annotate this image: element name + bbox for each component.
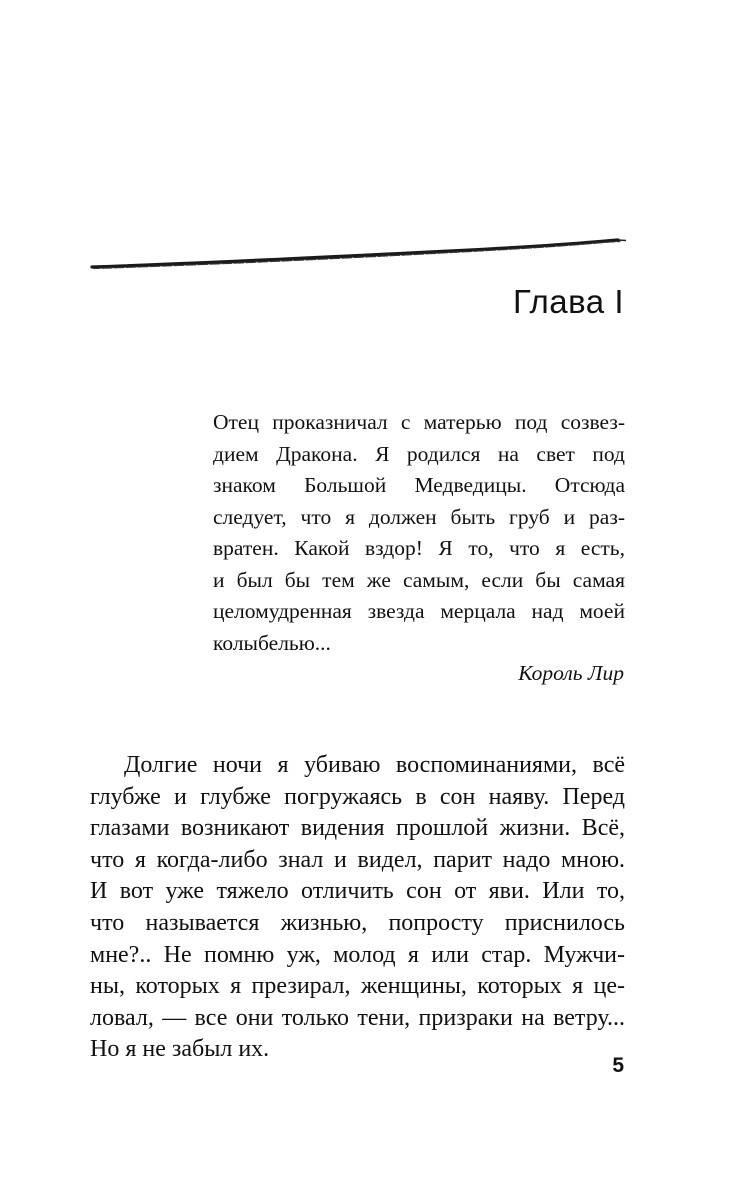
body-line: что я когда-либо знал и видел, парит надо мною. bbox=[90, 846, 625, 873]
body-line: ловал, — все они только тени, призраки на ветру... bbox=[90, 1004, 625, 1031]
body-paragraph bbox=[90, 750, 625, 1066]
body-line: что называется жизнью, попросту приснилось bbox=[90, 909, 625, 936]
epigraph-line: Отец проказничал с матерью под созвез- bbox=[213, 410, 625, 434]
body-line: И вот уже тяжело отличить сон от яви. Или то, bbox=[90, 878, 625, 905]
body-line: Долгие ночи я убиваю воспоминаниями, всё bbox=[124, 752, 625, 778]
chapter-title: Глава I bbox=[513, 283, 624, 320]
body-line: глазами возникают видения прошлой жизни. Всё, bbox=[90, 815, 625, 842]
epigraph bbox=[213, 407, 625, 659]
epigraph-line: знаком Большой Медведицы. Отсюда bbox=[213, 473, 625, 497]
epigraph-line: следует, что я должен быть груб и раз- bbox=[213, 504, 625, 529]
epigraph-line: целомудренная звезда мерцала над моей bbox=[213, 599, 625, 623]
chapter-rule bbox=[90, 233, 630, 273]
body-line: мне?.. Не помню уж, молод я или стар. Мужчи- bbox=[90, 941, 625, 968]
body-line: глубже и глубже погружаясь в сон наяву. Перед bbox=[90, 783, 625, 810]
body-line: ны, которых я презирал, женщины, которых я це- bbox=[90, 973, 625, 1000]
epigraph-line: и был бы тем же самым, если бы самая bbox=[213, 567, 625, 592]
epigraph-attribution: Король Лир bbox=[518, 661, 624, 685]
epigraph-line: дием Дракона. Я родился на свет под bbox=[213, 441, 625, 466]
body-line: Но я не забыл их. bbox=[90, 1036, 270, 1063]
epigraph-line: колыбелью... bbox=[213, 630, 331, 655]
epigraph-line: вратен. Какой вздор! Я то, что я есть, bbox=[213, 536, 625, 560]
page-number: 5 bbox=[612, 1054, 624, 1077]
